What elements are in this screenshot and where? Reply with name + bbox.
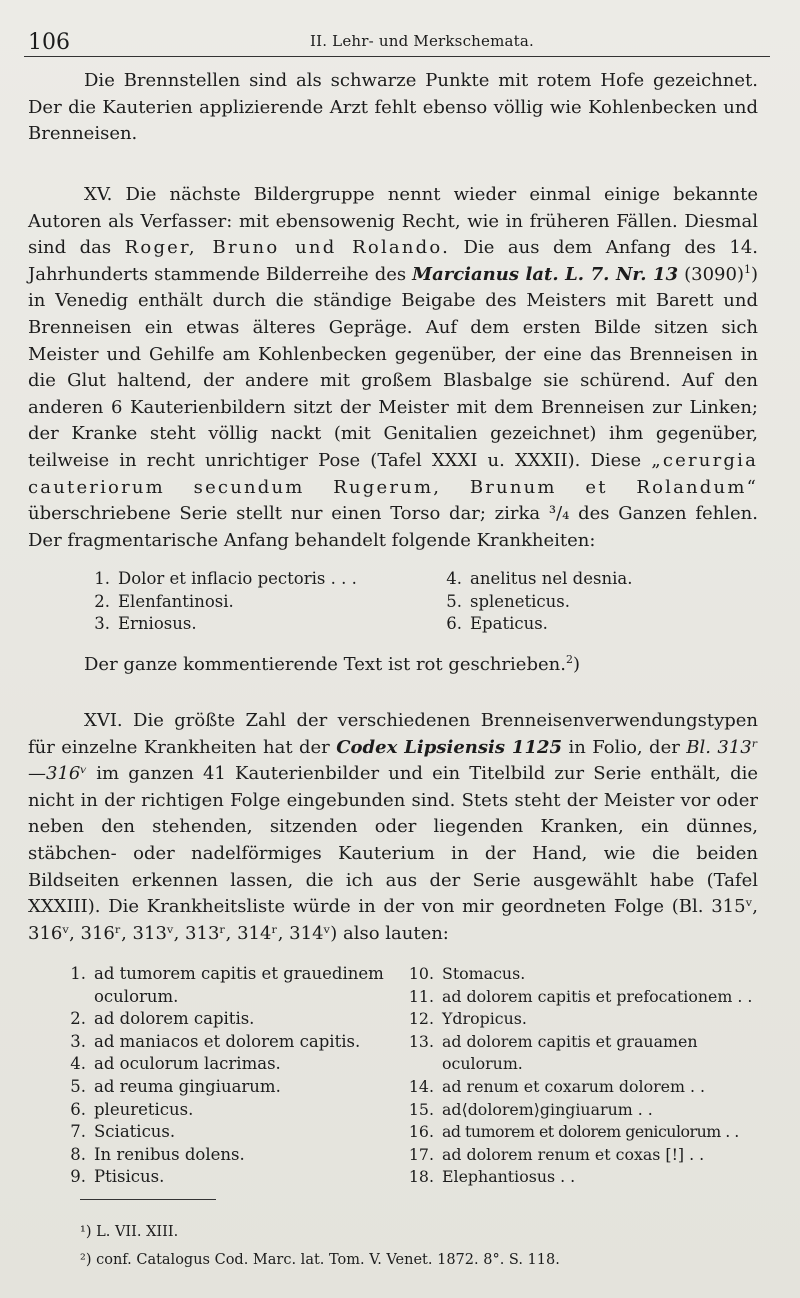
footnote-1 [80, 1222, 178, 1242]
footnote-2 [80, 1250, 560, 1270]
list-text: ad dolorem renum et coxas [!] . . [442, 1144, 705, 1164]
paragraph-text: überschriebene Serie stellt nur einen Torso dar; zirka ³/₄ des Ganzen fehlen. Der fragmentarische Anfang behandelt folgende Krankheiten: [28, 503, 758, 551]
list-number: 2. [94, 591, 110, 611]
list-text-line: ad tumorem capitis et grauedinem [94, 964, 384, 983]
paragraph-text: XVI. Die größte Zahl der verschiedenen Brenneisenverwendungstypen für einzelne Krankheiten hat der [28, 710, 758, 758]
list-number: 8. [70, 1144, 86, 1164]
folio-range: Bl. 313ʳ—316ᵛ [28, 736, 758, 785]
footnote-rule [80, 1199, 216, 1200]
paragraph-text: im ganzen 41 Kauterienbilder und ein Titelbild zur Serie enthält, die nicht in der richtigen Folge eingebunden sind. Stets steht der Meister vor oder neben den stehenden, sitzenden oder liegenden Kranken, ein dünnes, stäbchen- oder nadelförmiges Kauterium in der Hand, wie die beiden Bildseiten erkennen lassen, die ich aus der Serie ausgewählt habe (Tafel XXXIII). Die Krankheitsliste würde in der von mir geordneten Folge (Bl. 315ᵛ, 316ᵛ, 316ʳ, 313ᵛ, 313ʳ, 314ʳ, 314ᵛ) also lauten: [28, 763, 758, 944]
list-item [58, 963, 396, 1008]
list-number: 1. [70, 964, 86, 983]
disease-list-2-left [58, 963, 396, 1189]
list-text: pleureticus. [94, 1099, 194, 1119]
list-text [442, 1031, 774, 1076]
list-number: 17. [408, 1144, 434, 1164]
disease-list-1-right [434, 568, 754, 636]
paragraph-brennstellen [28, 68, 758, 148]
paragraph-xv [28, 182, 758, 554]
paragraph-text: (3090) [678, 263, 744, 285]
list-text: Epaticus. [470, 614, 548, 634]
list-text-line: oculorum. [442, 1054, 523, 1074]
list-text: ad tumorem et dolorem geniculorum . . [442, 1122, 739, 1142]
list-number: 5. [446, 591, 462, 611]
footnote-ref: 2 [565, 653, 573, 666]
list-text: Stomacus. [442, 964, 526, 983]
list-text: anelitus nel desnia. [470, 569, 633, 588]
list-item [58, 1144, 396, 1167]
list-text: ad maniacos et dolorem capitis. [94, 1031, 361, 1051]
list-number: 1. [94, 569, 110, 588]
list-item [404, 986, 774, 1009]
list-number: 6. [446, 614, 462, 634]
list-item [404, 1099, 774, 1122]
list-number: 16. [408, 1122, 434, 1142]
list-number: 4. [446, 569, 462, 588]
list-item [404, 1076, 774, 1099]
list-text-line: ad dolorem capitis et grauamen [442, 1031, 698, 1051]
list-item [58, 1008, 396, 1031]
list-item [58, 1166, 396, 1189]
list-item [404, 963, 774, 986]
disease-list-1-left [82, 568, 422, 636]
paragraph-text: ) in Venedig enthält durch die ständige Beigabe des Meisters mit Barett und Brenneisen ein etwas älteres Gepräge. Auf dem ersten Bilde sitzen sich Meister und Gehilfe am Kohlenbecken gegenüber, der eine das Brenneisen in die Glut haltend, der andere mit großem Blasbalge sie schürend. Auf den anderen 6 Kauterienbildern sitzt der Meister mit dem Brenneisen zur Linken; der Kranke steht völlig nackt (mit Genitalien gezeichnet) ihm gegenüber, teilweise in recht unrichtiger Pose (Tafel XXXI u. XXXII). Diese [28, 263, 758, 471]
list-number: 15. [408, 1099, 434, 1119]
paragraph-text: Die aus dem Anfang des 14. Jahrhunderts stammende Bilderreihe des [28, 237, 758, 285]
list-item [82, 568, 422, 591]
list-number: 7. [70, 1122, 86, 1142]
disease-list-2-right [404, 963, 774, 1189]
list-text: Elephantiosus . . [442, 1167, 576, 1187]
footnote-text: conf. Catalogus Cod. Marc. lat. Tom. V. Venet. 1872. 8°. S. 118. [96, 1252, 560, 1268]
list-text: ad reuma gingiuarum. [94, 1076, 281, 1096]
list-number: 11. [408, 986, 434, 1006]
page-number: 106 [28, 30, 70, 55]
paragraph-text: XV. Die nächste Bildergruppe nennt wieder einmal einige bekannte Autoren als Verfasser: mit ebensowenig Recht, wie in früheren Fällen. Diesmal sind das [28, 184, 758, 259]
footnote-text: L. VII. XIII. [96, 1224, 179, 1240]
running-title: II. Lehr- und Merkschemata. [310, 32, 535, 50]
paragraph-text: ) [572, 654, 580, 675]
list-number: 4. [70, 1054, 86, 1074]
list-item [82, 591, 422, 614]
list-number: 12. [408, 1009, 434, 1029]
list-text: In renibus dolens. [94, 1144, 245, 1164]
list-text: spleneticus. [470, 591, 570, 611]
list-text-line: oculorum. [94, 986, 179, 1006]
list-item [58, 1121, 396, 1144]
list-number: 2. [70, 1009, 86, 1029]
list-text: Ydropicus. [442, 1009, 527, 1029]
list-number: 5. [70, 1076, 86, 1096]
list-item [58, 1053, 396, 1076]
list-text: Dolor et inflacio pectoris . . . [118, 569, 357, 588]
list-item [404, 1031, 774, 1076]
list-number: 13. [408, 1031, 434, 1051]
list-text: ad renum et coxarum dolorem . . [442, 1076, 706, 1096]
manuscript-siglum: Codex Lipsiensis 1125 [336, 736, 563, 758]
list-text: Ptisicus. [94, 1167, 165, 1187]
list-number: 14. [408, 1076, 434, 1096]
list-item [404, 1121, 774, 1144]
list-number: 18. [408, 1167, 434, 1187]
list-text: ad oculorum lacrimas. [94, 1054, 281, 1074]
footnote-mark: ²) [80, 1252, 92, 1268]
list-number: 3. [94, 614, 110, 634]
list-text: Elenfantinosi. [118, 591, 234, 611]
footnote-mark: ¹) [80, 1224, 92, 1240]
list-number: 6. [70, 1099, 86, 1119]
paragraph-text: Der ganze kommentierende Text ist rot geschrieben. [84, 654, 566, 675]
page-header [24, 28, 770, 57]
paragraph-xvi [28, 708, 758, 947]
list-number: 3. [70, 1031, 86, 1051]
list-text: ad dolorem capitis. [94, 1009, 255, 1029]
list-item [404, 1166, 774, 1189]
paragraph-text: in Folio, der [562, 736, 687, 758]
spaced-authors: Roger, Bruno und Rolando. [124, 237, 450, 259]
list-item [58, 1031, 396, 1054]
list-item [404, 1144, 774, 1167]
list-item [434, 613, 754, 636]
list-text: ad dolorem capitis et prefocationem . . [442, 986, 753, 1006]
list-number: 10. [408, 964, 434, 983]
paragraph-kommentar [28, 652, 758, 679]
manuscript-siglum: Marcianus lat. L. 7. Nr. 13 [412, 263, 679, 285]
spaced-quote: „cerurgia cauteriorum secundum Rugerum, Brunum et Rolandum“ [28, 449, 758, 498]
list-text [94, 963, 396, 1008]
list-text: ad⟨dolorem⟩gingiuarum . . [442, 1099, 653, 1119]
list-item [404, 1008, 774, 1031]
list-item [434, 568, 754, 591]
list-number: 9. [70, 1167, 86, 1187]
list-item [58, 1099, 396, 1122]
list-item [58, 1076, 396, 1099]
list-text: Erniosus. [118, 614, 197, 634]
paragraph-text: Die Brennstellen sind als schwarze Punkte mit rotem Hofe gezeichnet. Der die Kauterien applizierende Arzt fehlt ebenso völlig wie Kohlenbecken und Brenneisen. [28, 70, 758, 145]
list-item [82, 613, 422, 636]
list-text: Sciaticus. [94, 1122, 176, 1142]
list-item [434, 591, 754, 614]
footnote-ref: 1 [743, 262, 751, 276]
